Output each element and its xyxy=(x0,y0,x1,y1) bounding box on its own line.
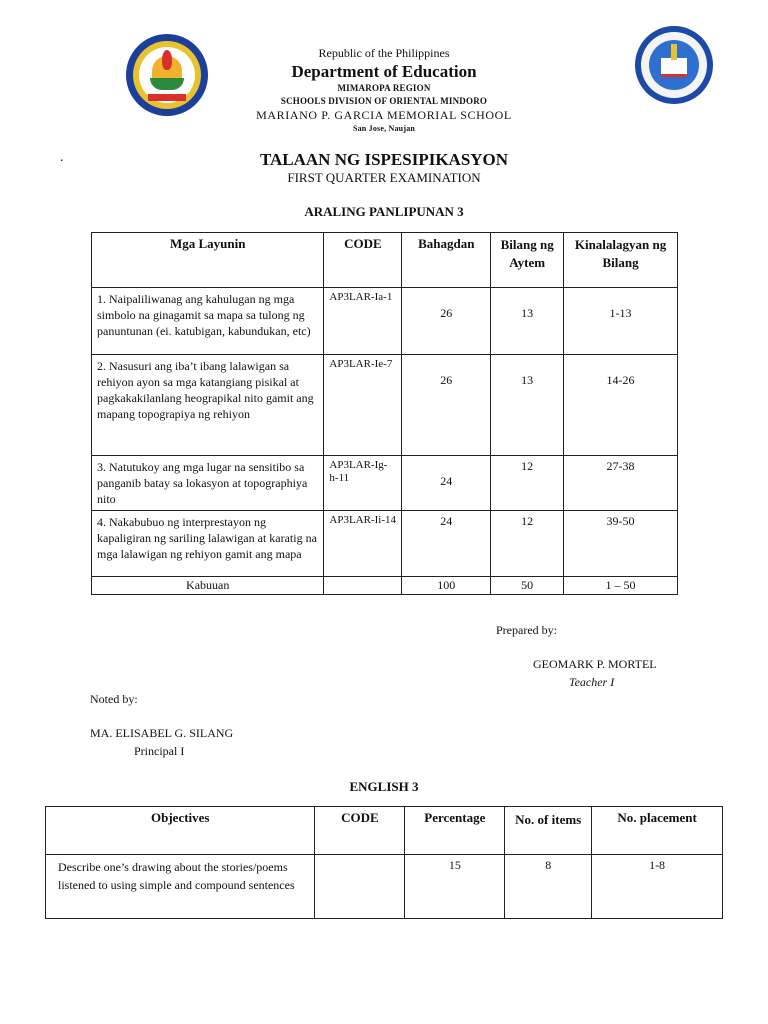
placement-cell: 39-50 xyxy=(564,511,678,577)
noted-by-label: Noted by: xyxy=(90,692,138,706)
total-percent: 100 xyxy=(402,577,491,595)
objective-cell: 4. Nakabubuo ng interprestayon ng kapaligiran ng sariling lalawigan at karatig na mga lalawigan ng rehiyon gamit ang mapa xyxy=(92,511,324,577)
total-label: Kabuuan xyxy=(92,577,324,595)
page-title: TALAAN NG ISPESIPIKASYON xyxy=(259,150,509,169)
table-header-row xyxy=(92,233,678,288)
subject-title-english: ENGLISH 3 xyxy=(349,779,419,794)
table-row xyxy=(46,855,723,919)
prepared-by-title: Teacher I xyxy=(569,675,615,689)
noted-by-name: MA. ELISABEL G. SILANG xyxy=(90,726,234,740)
percent-cell: 15 xyxy=(405,855,505,919)
table-header-row xyxy=(46,807,723,855)
placement-cell: 27-38 xyxy=(564,456,678,511)
total-code xyxy=(324,577,402,595)
col-header-items: No. of items xyxy=(505,807,592,855)
col-header-items: Bilang ng Aytem xyxy=(491,233,564,288)
republic-line: Republic of the Philippines xyxy=(318,46,450,60)
percent-cell: 24 xyxy=(402,456,491,511)
code-cell: AP3LAR-Ig-h-11 xyxy=(324,456,402,511)
code-cell xyxy=(315,855,405,919)
specification-table-english xyxy=(45,806,723,919)
code-cell: AP3LAR-Ia-1 xyxy=(324,288,402,355)
school-address: San Jose, Naujan xyxy=(352,124,416,133)
table-row xyxy=(92,511,678,577)
department-name: Department of Education xyxy=(291,62,477,81)
exam-title: FIRST QUARTER EXAMINATION xyxy=(287,170,481,185)
col-header-objectives: Mga Layunin xyxy=(92,233,324,288)
placement-cell: 1-13 xyxy=(564,288,678,355)
division-name: SCHOOLS DIVISION OF ORIENTAL MINDORO xyxy=(280,96,488,106)
percent-cell: 26 xyxy=(402,288,491,355)
objective-cell: 1. Naipaliliwanag ang kahulugan ng mga simbolo na ginagamit sa mapa sa tulong ng panuntunan (ei. katubigan, kabundukan, etc) xyxy=(92,288,324,355)
prepared-by-label: Prepared by: xyxy=(496,623,557,637)
code-cell: AP3LAR-Ie-7 xyxy=(324,355,402,456)
specification-table-ap xyxy=(91,232,678,595)
prepared-by-name: GEOMARK P. MORTEL xyxy=(533,657,657,671)
col-header-code: CODE xyxy=(315,807,405,855)
objective-cell: 2. Nasusuri ang iba’t ibang lalawigan sa rehiyon ayon sa mga katangiang pisikal at pagkakakilanlang heograpikal nito gamit ang mapang topograpiya ng rehiyon xyxy=(92,355,324,456)
code-cell: AP3LAR-Ii-14 xyxy=(324,511,402,577)
bullet-dot: . xyxy=(60,150,64,165)
total-items: 50 xyxy=(491,577,564,595)
placement-cell: 1-8 xyxy=(592,855,723,919)
items-cell: 8 xyxy=(505,855,592,919)
placement-cell: 14-26 xyxy=(564,355,678,456)
col-header-placement: No. placement xyxy=(592,807,723,855)
col-header-objectives: Objectives xyxy=(46,807,315,855)
items-cell: 12 xyxy=(491,456,564,511)
percent-cell: 26 xyxy=(402,355,491,456)
items-cell: 13 xyxy=(491,355,564,456)
percent-cell: 24 xyxy=(402,511,491,577)
col-header-percent: Percentage xyxy=(405,807,505,855)
table-row xyxy=(92,456,678,511)
objective-cell: 3. Natutukoy ang mga lugar na sensitibo sa panganib batay sa lokasyon at topographiya nito xyxy=(92,456,324,511)
noted-by-title: Principal I xyxy=(134,744,185,758)
school-name: MARIANO P. GARCIA MEMORIAL SCHOOL xyxy=(256,108,512,122)
col-header-placement: Kinalalagyan ng Bilang xyxy=(564,233,678,288)
subject-title-ap: ARALING PANLIPUNAN 3 xyxy=(304,204,464,219)
objective-cell: Describe one’s drawing about the stories/poems listened to using simple and compound sentences xyxy=(46,855,315,919)
table-row xyxy=(92,288,678,355)
table-row xyxy=(92,355,678,456)
region-name: MIMAROPA REGION xyxy=(337,83,431,93)
items-cell: 12 xyxy=(491,511,564,577)
total-row xyxy=(92,577,678,595)
items-cell: 13 xyxy=(491,288,564,355)
total-placement: 1 – 50 xyxy=(564,577,678,595)
col-header-code: CODE xyxy=(324,233,402,288)
col-header-percent: Bahagdan xyxy=(402,233,491,288)
